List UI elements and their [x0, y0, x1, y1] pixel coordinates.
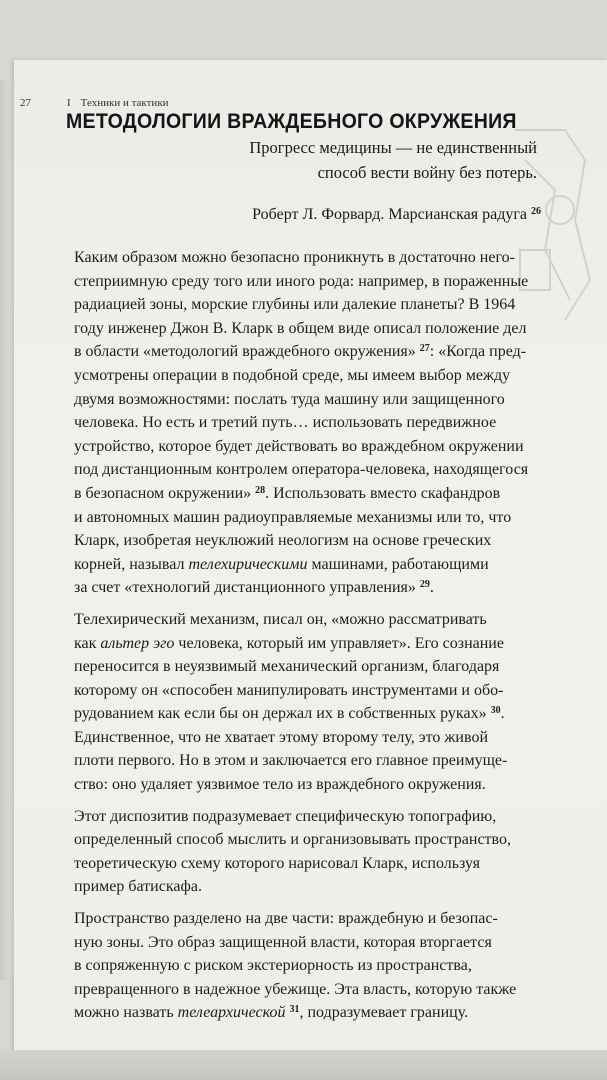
text-line: ство: оно удаляет уязвимое тело из враждебного окружения. [74, 776, 486, 794]
text-line: пример батискафа. [74, 878, 202, 896]
text-line: в сопряженную с риском экстериорность из пространства, [74, 957, 472, 975]
text-run: . [429, 579, 434, 597]
paragraph [74, 608, 544, 797]
text-line: Этот диспозитив подразумевает специфическую топографию, [74, 807, 497, 825]
text-line [74, 553, 544, 577]
text-line: степриимную среду того или иного рода: например, в пораженные [74, 272, 529, 290]
paragraph [74, 907, 544, 1025]
text-run: : «Когда пред- [429, 343, 527, 361]
text-line: и автономных машин радиоуправляемые механизмы или то, что [74, 508, 512, 526]
text-line: ную зоны. Это образ защищенной власти, которая вторгается [74, 933, 492, 951]
footnote-ref: 28 [255, 484, 266, 496]
epigraph-line: способ вести войну без потерь. [317, 163, 537, 182]
text-line: Единственное, что не хватает этому второму телу, это живой [74, 728, 488, 746]
running-head-section: Техники и тактики [80, 97, 169, 109]
text-run: , подразумевает границу. [299, 1004, 469, 1022]
text-line: превращенного в надежное убежище. Эта власть, которую также [74, 980, 517, 998]
text-run: человека, который им управляет». Его сознание [174, 634, 504, 652]
text-line: определенный способ мыслить и организовывать пространство, [74, 831, 511, 849]
text-run: за счет «технологий дистанционного управления» [74, 579, 416, 597]
text-line [74, 576, 544, 600]
text-line: радиацией зоны, морские глубины или далекие планеты? В 1964 [74, 296, 516, 314]
text-line: двумя возможностями: послать туда машину или защищенного [74, 390, 505, 408]
footnote-ref: 29 [419, 579, 430, 591]
running-head [20, 97, 169, 109]
paragraph [74, 805, 544, 899]
text-line: человека. Но есть и третий путь… использовать передвижное [74, 414, 497, 432]
text-line [74, 1001, 544, 1025]
text-run: . [500, 705, 505, 723]
text-run: рудованием как если бы он держал их в собственных руках» [74, 705, 487, 723]
text-run: в безопасном окружении» [74, 484, 252, 502]
italic-term: телеархической [177, 1004, 286, 1022]
chapter-title: МЕТОДОЛОГИИ ВРАЖДЕБНОГО ОКРУЖЕНИЯ [66, 110, 517, 133]
text-run: корней, называл [74, 555, 189, 573]
epigraph-line: Прогресс медицины — не единственный [249, 138, 537, 157]
text-run: машинами, работающими [307, 555, 489, 573]
body-text [74, 246, 544, 1025]
text-line [74, 340, 544, 364]
text-line: Кларк, изобретая неуклюжий неологизм на основе греческих [74, 532, 492, 550]
page-bottom-shadow [0, 1050, 607, 1080]
text-line [74, 632, 544, 656]
text-line: Телехирический механизм, писал он, «можно рассматривать [74, 610, 487, 628]
text-run: как [74, 634, 101, 652]
text-line: Каким образом можно безопасно проникнуть в достаточно него- [74, 249, 515, 266]
footnote-ref: 30 [490, 705, 501, 717]
text-line: переносится в неуязвимый механический организм, благодаря [74, 658, 500, 676]
text-run: в области «методологий враждебного окружения» [74, 343, 416, 361]
epigraph-source [252, 206, 541, 224]
footnote-ref: 31 [289, 1004, 300, 1016]
epigraph [249, 135, 537, 185]
text-line: усмотрены операции в подобной среде, мы имеем выбор между [74, 366, 511, 384]
text-line: которому он «способен манипулировать инструментами и обо- [74, 681, 504, 699]
text-line: Пространство разделено на две части: враждебную и безопас- [74, 910, 498, 928]
text-line [74, 482, 544, 506]
text-run: . Использовать вместо скафандров [265, 484, 501, 502]
text-line [74, 702, 544, 726]
text-line: теоретическую схему которого нарисовал Кларк, используя [74, 854, 480, 872]
running-head-separator: I [67, 97, 71, 109]
footnote-ref: 26 [531, 206, 541, 217]
italic-term: альтер эго [100, 634, 175, 652]
paragraph [74, 246, 544, 600]
italic-term: телехирическими [188, 555, 308, 573]
text-line: устройство, которое будет действовать во враждебном окружении [74, 437, 524, 455]
text-line: году инженер Джон В. Кларк в общем виде описал положение дел [74, 319, 527, 337]
text-line: плоти первого. Но в этом и заключается его главное преимуще- [74, 752, 508, 770]
footnote-ref: 27 [419, 343, 430, 355]
text-line: под дистанционным контролем оператора-человека, находящегося [74, 461, 529, 479]
text-run: можно назвать [74, 1004, 178, 1022]
epigraph-source-text: Роберт Л. Форвард. Марсианская радуга [252, 206, 527, 223]
page-number: 27 [20, 97, 31, 109]
